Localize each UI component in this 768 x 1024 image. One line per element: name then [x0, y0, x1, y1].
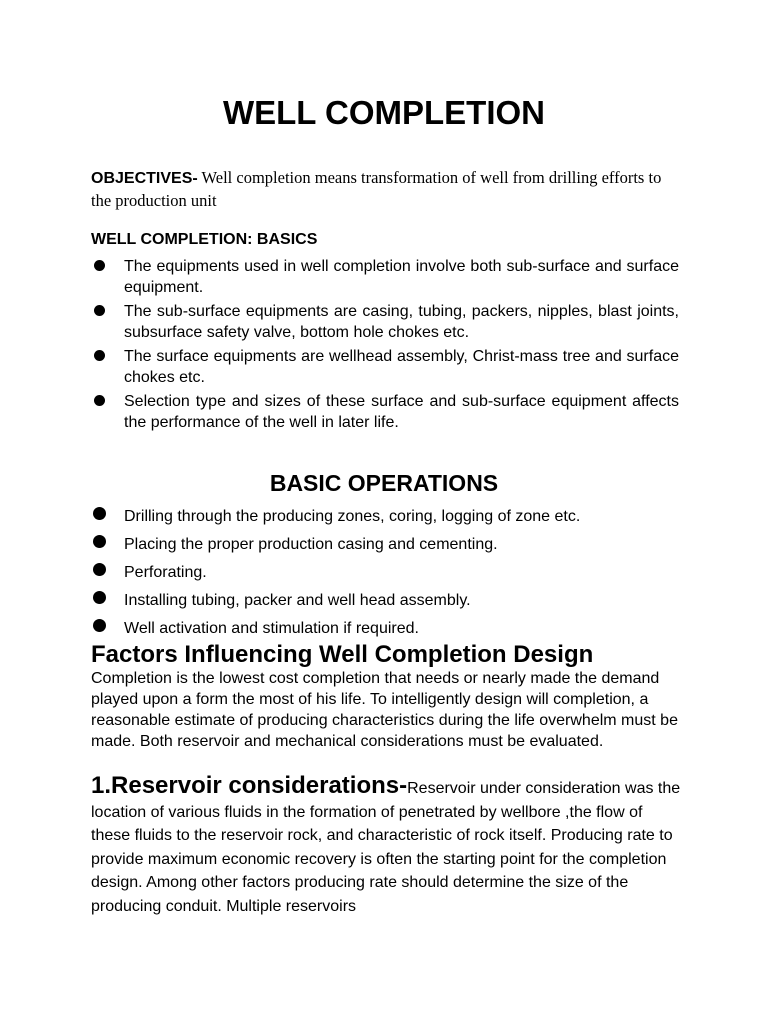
list-item-text: Installing tubing, packer and well head assembly.	[124, 592, 471, 609]
reservoir-heading: 1.Reservoir considerations-	[91, 772, 408, 799]
bullet-icon	[93, 591, 106, 604]
bullet-icon	[94, 305, 105, 316]
list-item	[91, 256, 679, 298]
bullet-icon	[93, 563, 106, 576]
list-item	[91, 506, 679, 534]
list-item-text: Drilling through the producing zones, coring, logging of zone etc.	[124, 508, 581, 525]
factors-heading: Factors Influencing Well Completion Design	[91, 641, 594, 668]
list-item	[91, 391, 679, 433]
factors-paragraph: Completion is the lowest cost completion that needs or nearly made the demand played upon a form the most of his life. To intelligently design will completion, a reasonable estimate of producing characteristics during the life overwhelm must be made. Both reservoir and mechanical considerations must be evaluated.	[91, 670, 678, 750]
objectives-paragraph	[91, 167, 681, 213]
list-item-text: The sub-surface equipments are casing, tubing, packers, nipples, blast joints, subsurface safety valve, bottom hole chokes etc.	[124, 303, 679, 341]
page-title: WELL COMPLETION	[222, 94, 546, 131]
bullet-icon	[94, 395, 105, 406]
list-item	[91, 301, 679, 343]
bullet-icon	[93, 535, 106, 548]
basics-heading: WELL COMPLETION: BASICS	[91, 231, 318, 248]
list-item-text: Selection type and sizes of these surface and sub-surface equipment affects the performance of the well in later life.	[124, 393, 679, 431]
operations-heading: BASIC OPERATIONS	[269, 470, 499, 496]
bullet-icon	[93, 619, 106, 632]
list-item-text: Perforating.	[124, 564, 207, 581]
bullet-icon	[94, 350, 105, 361]
objectives-label: OBJECTIVES-	[91, 170, 198, 187]
list-item	[91, 534, 679, 562]
reservoir-text: Reservoir under consideration was the location of various fluids in the formation of penetrated by wellbore ,the flow of these fluids to the reservoir rock, and characteristic of rock itself. Producing rate to provide maximum economic recovery is often the starting point for the completion design. Among other factors producing rate should determine the size of the producing conduit. Multiple reservoirs	[91, 780, 681, 915]
reservoir-paragraph	[91, 774, 681, 918]
bullet-icon	[94, 260, 105, 271]
list-item	[91, 590, 679, 618]
operations-list	[91, 506, 679, 646]
list-item	[91, 562, 679, 590]
list-item	[91, 346, 679, 388]
basics-list	[91, 256, 679, 436]
list-item-text: Placing the proper production casing and cementing.	[124, 536, 498, 553]
list-item-text: The surface equipments are wellhead assembly, Christ-mass tree and surface chokes etc.	[124, 348, 679, 386]
objectives-text: Well completion means transformation of well from drilling efforts to the production unit	[91, 168, 662, 210]
list-item-text: Well activation and stimulation if required.	[124, 620, 419, 637]
list-item-text: The equipments used in well completion involve both sub-surface and surface equipment.	[124, 258, 679, 296]
bullet-icon	[93, 507, 106, 520]
